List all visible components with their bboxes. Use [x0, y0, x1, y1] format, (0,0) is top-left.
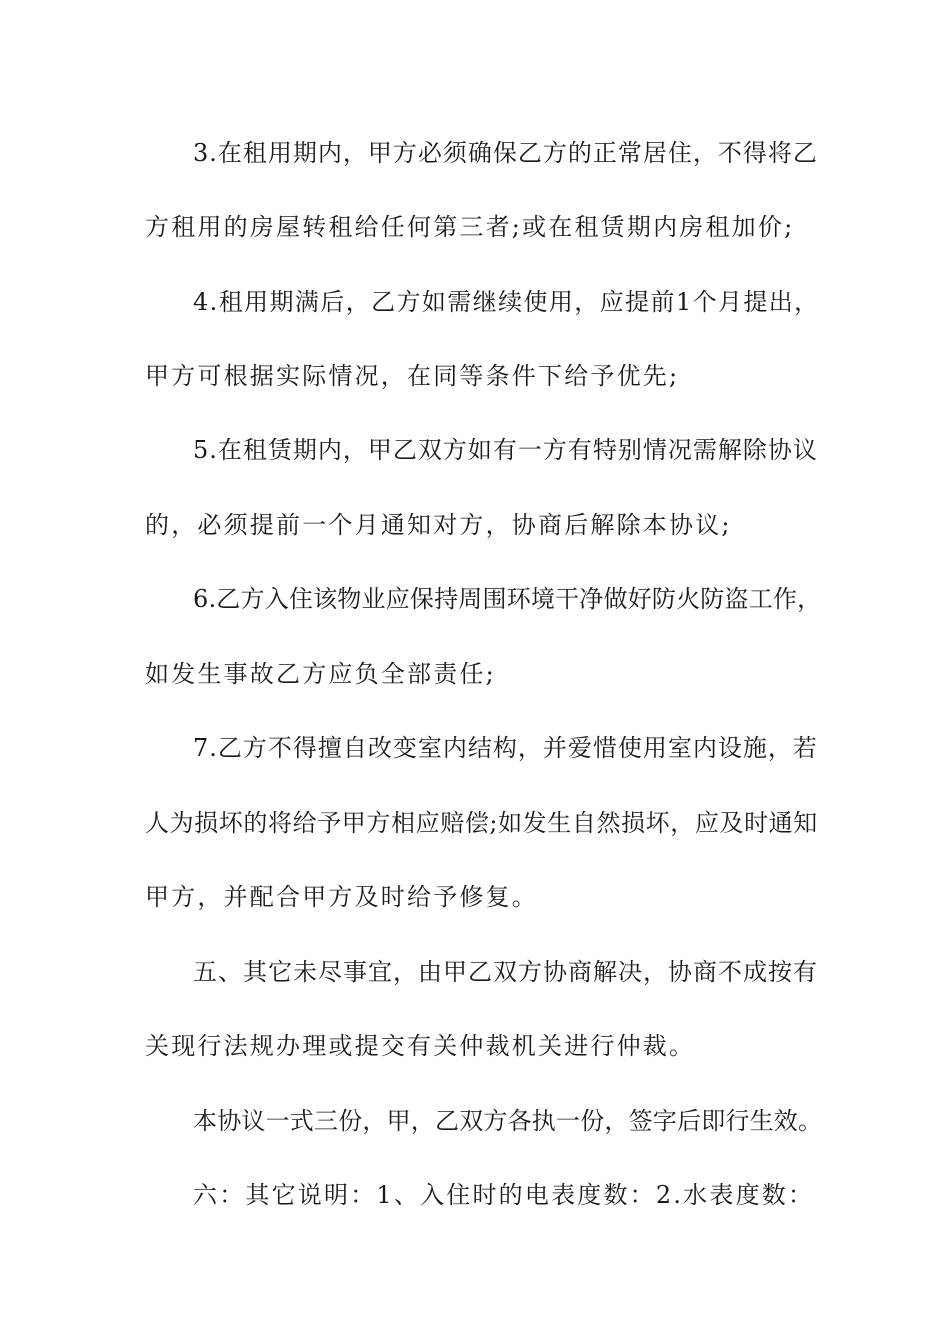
agreement-copies-line: 本协议一式三份，甲，乙双方各执一份，签字后即行生效。 — [193, 1107, 823, 1135]
clause-6-line-2: 如发生事故乙方应负全部责任; — [145, 660, 496, 688]
clause-6-line-1: 6.乙方入住该物业应保持周围环境干净做好防火防盗工作， — [193, 585, 822, 613]
clause-4-line-1: 4.租用期满后，乙方如需继续使用，应提前1个月提出， — [193, 288, 820, 316]
clause-5-line-1: 5.在租赁期内，甲乙双方如有一方有特别情况需解除协议 — [193, 436, 818, 464]
section-5-line-2: 关现行法规办理或提交有关仲裁机关进行仲裁。 — [145, 1032, 696, 1060]
clause-3-line-1: 3.在租用期内，甲方必须确保乙方的正常居住，不得将乙 — [193, 139, 818, 167]
clause-7-line-1: 7.乙方不得擅自改变室内结构，并爱惜使用室内设施，若 — [193, 734, 818, 762]
clause-5-line-2: 的，必须提前一个月通知对方，协商后解除本协议; — [145, 511, 732, 539]
clause-4-line-2: 甲方可根据实际情况，在同等条件下给予优先; — [145, 362, 680, 390]
section-6-other-notes-line: 六：其它说明：1、入住时的电表度数：2.水表度数： — [193, 1181, 815, 1209]
section-5-line-1: 五、其它未尽事宜，由甲乙双方协商解决，协商不成按有 — [193, 958, 818, 986]
clause-7-line-2: 人为损坏的将给予甲方相应赔偿;如发生自然损坏，应及时通知 — [145, 809, 818, 837]
clause-7-line-3: 甲方，并配合甲方及时给予修复。 — [145, 883, 538, 911]
clause-3-line-2: 方租用的房屋转租给任何第三者;或在租赁期内房租加价; — [145, 213, 795, 241]
